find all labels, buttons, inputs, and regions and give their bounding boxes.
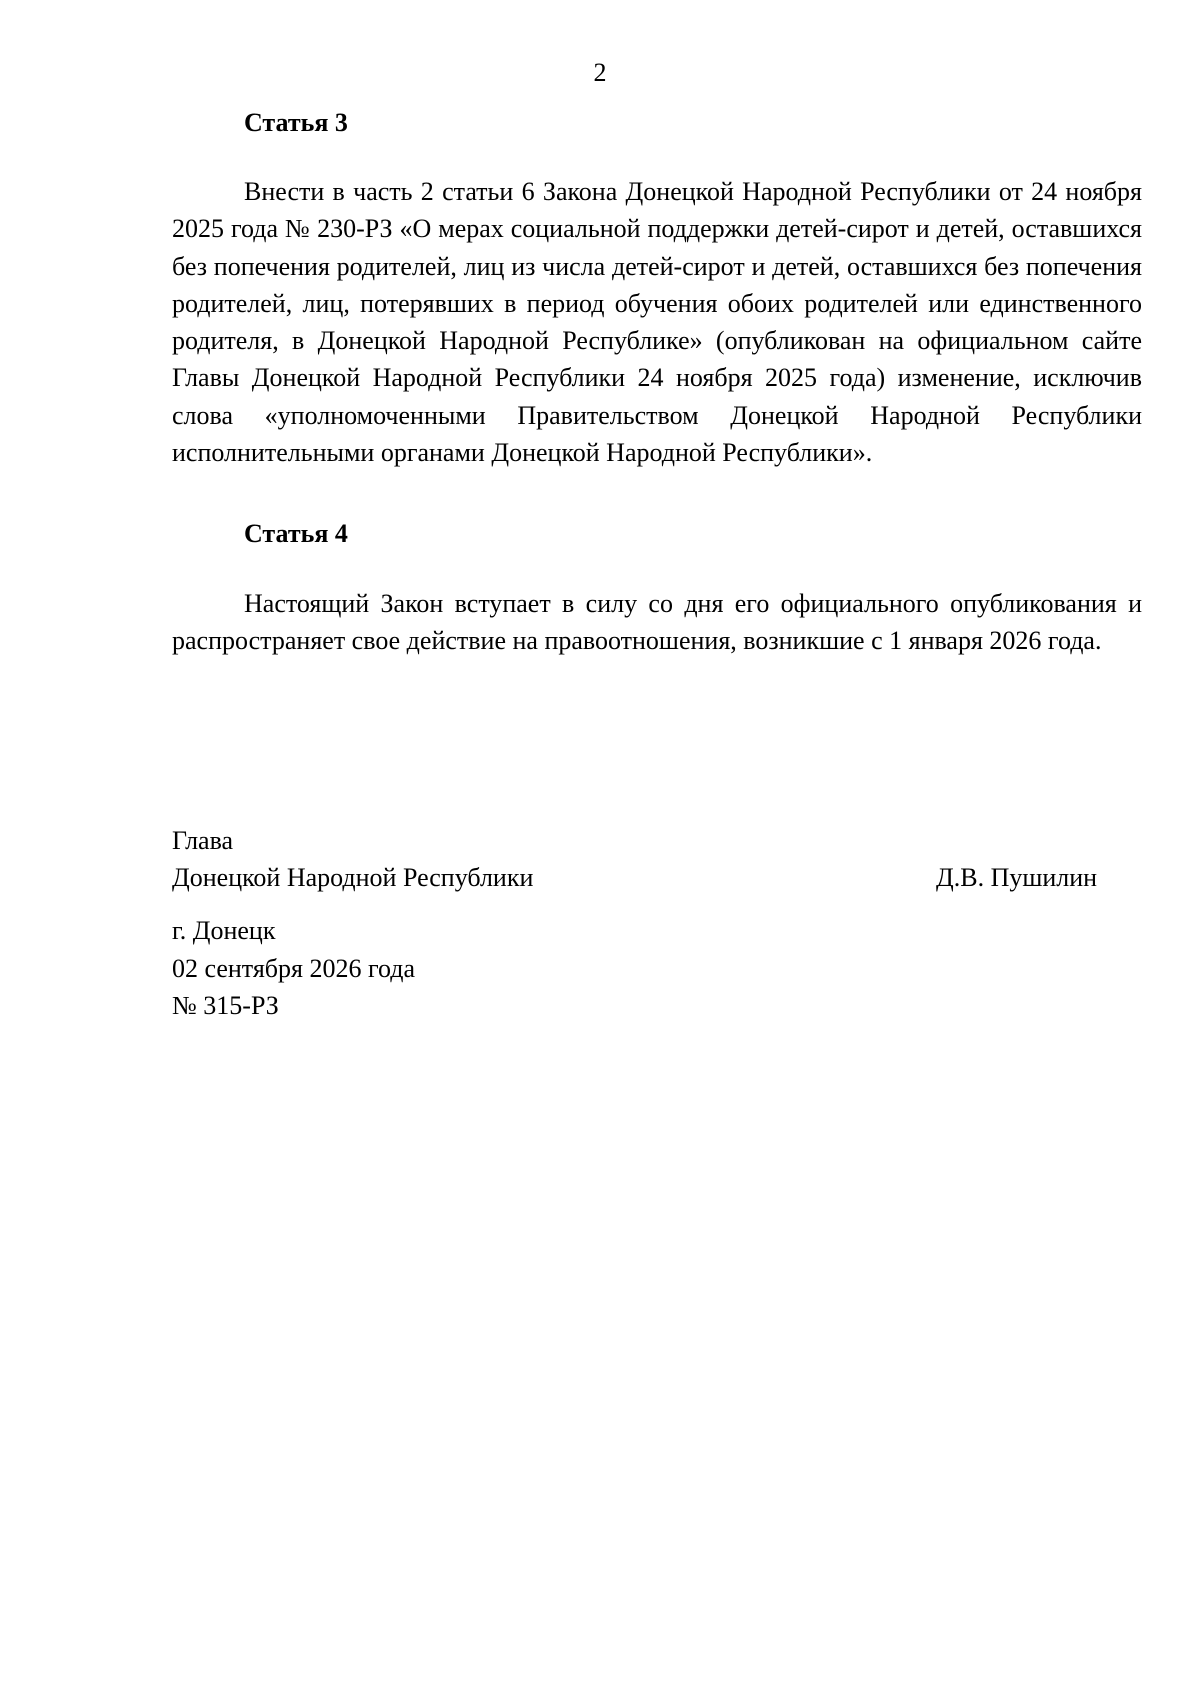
signing-date: 02 сентября 2026 года: [172, 953, 416, 983]
signatory-name: Д.В. Пушилин: [936, 863, 1098, 892]
signatory-title: [172, 822, 533, 896]
place-of-signing: г. Донецк: [172, 916, 276, 945]
document-meta: [172, 912, 415, 1025]
article-3-body: Внести в часть 2 статьи 6 Закона Донецкой Народной Республики от 24 ноября 2025 года № 230-РЗ «О мерах социальной поддержки детей-сирот и детей, оставшихся без попечения родителей, лиц из числа детей-сирот и детей, оставшихся без попечения родителей, лиц, потерявших в период обучения обоих родителей или единственного родителя, в Донецкой Народной Республике» (опубликован на официальном сайте Главы Донецкой Народной Республики 24 ноября 2025 года) изменение, исключив слова «уполномоченными Правительством Донецкой Народной Республики исполнительными органами Донецкой Народной Республики».: [172, 177, 1142, 468]
page-number: 2: [593, 58, 607, 87]
article-3-heading: Статья 3: [244, 108, 348, 137]
signatory-title-line-1: Глава: [172, 826, 234, 855]
article-4-heading: Статья 4: [244, 519, 348, 548]
article-4-body: Настоящий Закон вступает в силу со дня его официального опубликования и распространяет свое действие на правоотношения, возникшие с 1 января 2026 года.: [172, 589, 1142, 656]
signatory-title-line-2: Донецкой Народной Республики: [172, 863, 534, 892]
law-number: № 315-РЗ: [172, 991, 279, 1020]
